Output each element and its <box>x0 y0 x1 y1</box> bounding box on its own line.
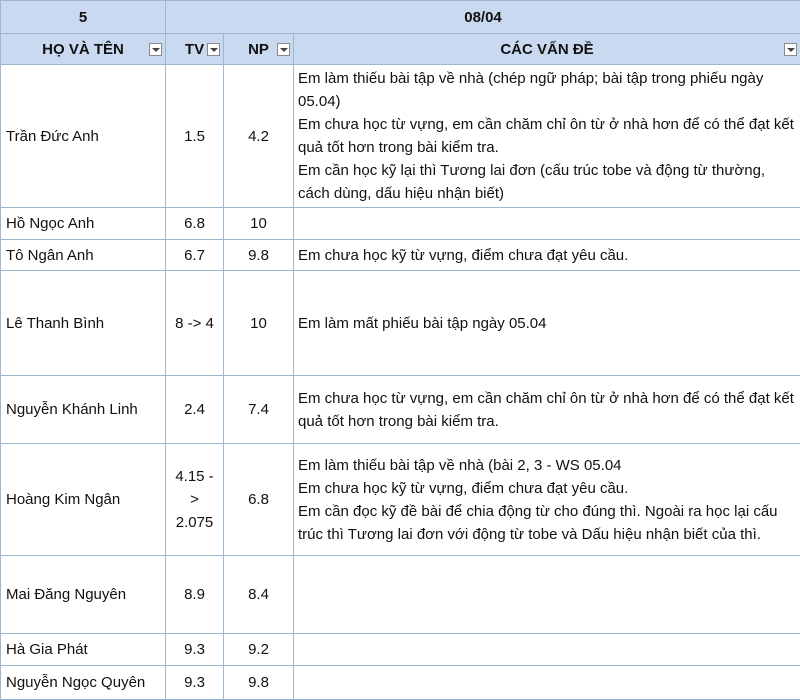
np-score-cell[interactable]: 7.4 <box>224 376 294 444</box>
student-name-cell[interactable]: Hoàng Kim Ngân <box>1 444 166 556</box>
table-row <box>1 556 800 634</box>
issues-cell[interactable] <box>294 556 800 634</box>
tv-score-cell[interactable]: 6.8 <box>166 208 224 240</box>
issue-line: Em chưa học từ vựng, em cần chăm chỉ ôn từ ở nhà hơn để có thể đạt kết quả tốt hơn trong bài kiểm tra. <box>298 387 796 433</box>
student-name-cell[interactable]: Mai Đăng Nguyên <box>1 556 166 634</box>
student-name-cell[interactable]: Lê Thanh Bình <box>1 271 166 376</box>
issues-cell[interactable] <box>294 376 800 444</box>
np-score-cell[interactable]: 9.2 <box>224 634 294 666</box>
filter-dropdown-icon[interactable] <box>149 43 162 56</box>
np-score-cell[interactable]: 9.8 <box>224 666 294 700</box>
filter-dropdown-icon[interactable] <box>277 43 290 56</box>
issue-line: Em làm mất phiếu bài tập ngày 05.04 <box>298 312 796 335</box>
issues-cell[interactable] <box>294 271 800 376</box>
issues-cell[interactable] <box>294 634 800 666</box>
issues-cell[interactable] <box>294 240 800 271</box>
tv-score-cell[interactable]: 9.3 <box>166 666 224 700</box>
issue-line: Em làm thiếu bài tập về nhà (chép ngữ pháp; bài tập trong phiếu ngày 05.04) <box>298 67 796 113</box>
issues-cell[interactable] <box>294 208 800 240</box>
column-header-issues[interactable] <box>294 34 800 65</box>
date-label-cell[interactable]: 08/04 <box>166 1 800 34</box>
table-row <box>1 444 800 556</box>
table-row <box>1 65 800 208</box>
student-name-cell[interactable]: Hồ Ngọc Anh <box>1 208 166 240</box>
tv-score-cell[interactable]: 2.4 <box>166 376 224 444</box>
student-name-cell[interactable]: Tô Ngân Anh <box>1 240 166 271</box>
issue-line: Em cần đọc kỹ đề bài để chia động từ cho đúng thì. Ngoài ra học lại cấu trúc thì Tương lai đơn với động từ tobe và Dấu hiệu nhận biết của thì. <box>298 500 796 546</box>
np-score-cell[interactable]: 6.8 <box>224 444 294 556</box>
column-header-np[interactable] <box>224 34 294 65</box>
student-name-cell[interactable]: Nguyễn Ngọc Quyên <box>1 666 166 700</box>
column-header-tv[interactable] <box>166 34 224 65</box>
table-body <box>1 65 800 700</box>
table-row <box>1 271 800 376</box>
column-header-np-label: NP <box>248 41 269 58</box>
issue-line: Em làm thiếu bài tập về nhà (bài 2, 3 - WS 05.04 <box>298 454 796 477</box>
column-header-name[interactable] <box>1 34 166 65</box>
tv-score-cell[interactable]: 4.15 -> 2.075 <box>166 444 224 556</box>
issue-line: Em cần học kỹ lại thì Tương lai đơn (cấu trúc tobe và động từ thường, cách dùng, dấu hiệu nhận biết) <box>298 159 796 205</box>
table-row <box>1 208 800 240</box>
issues-cell[interactable] <box>294 65 800 208</box>
tv-score-cell[interactable]: 8.9 <box>166 556 224 634</box>
student-name-cell[interactable]: Nguyễn Khánh Linh <box>1 376 166 444</box>
column-header-issues-label: CÁC VẤN ĐỀ <box>500 41 593 58</box>
tv-score-cell[interactable]: 8 -> 4 <box>166 271 224 376</box>
table-row <box>1 376 800 444</box>
filter-dropdown-icon[interactable] <box>784 43 797 56</box>
table-row <box>1 666 800 700</box>
issues-cell[interactable] <box>294 444 800 556</box>
np-score-cell[interactable]: 10 <box>224 208 294 240</box>
column-header-tv-label: TV <box>185 41 204 58</box>
class-label-cell[interactable]: 5 <box>1 1 166 34</box>
tv-score-cell[interactable]: 6.7 <box>166 240 224 271</box>
issue-line: Em chưa học kỹ từ vựng, điểm chưa đạt yêu cầu. <box>298 477 796 500</box>
issue-line: Em chưa học từ vựng, em cần chăm chỉ ôn từ ở nhà hơn để có thể đạt kết quả tốt hơn trong bài kiểm tra. <box>298 113 796 159</box>
table-row <box>1 634 800 666</box>
column-header-name-label: HỌ VÀ TÊN <box>42 41 124 58</box>
student-name-cell[interactable]: Hà Gia Phát <box>1 634 166 666</box>
student-name-cell[interactable]: Trần Đức Anh <box>1 65 166 208</box>
np-score-cell[interactable]: 4.2 <box>224 65 294 208</box>
np-score-cell[interactable]: 8.4 <box>224 556 294 634</box>
tv-score-cell[interactable]: 9.3 <box>166 634 224 666</box>
np-score-cell[interactable]: 9.8 <box>224 240 294 271</box>
table-row <box>1 240 800 271</box>
tv-score-cell[interactable]: 1.5 <box>166 65 224 208</box>
np-score-cell[interactable]: 10 <box>224 271 294 376</box>
issues-cell[interactable] <box>294 666 800 700</box>
filter-dropdown-icon[interactable] <box>207 43 220 56</box>
issue-line: Em chưa học kỹ từ vựng, điểm chưa đạt yêu cầu. <box>298 244 796 267</box>
